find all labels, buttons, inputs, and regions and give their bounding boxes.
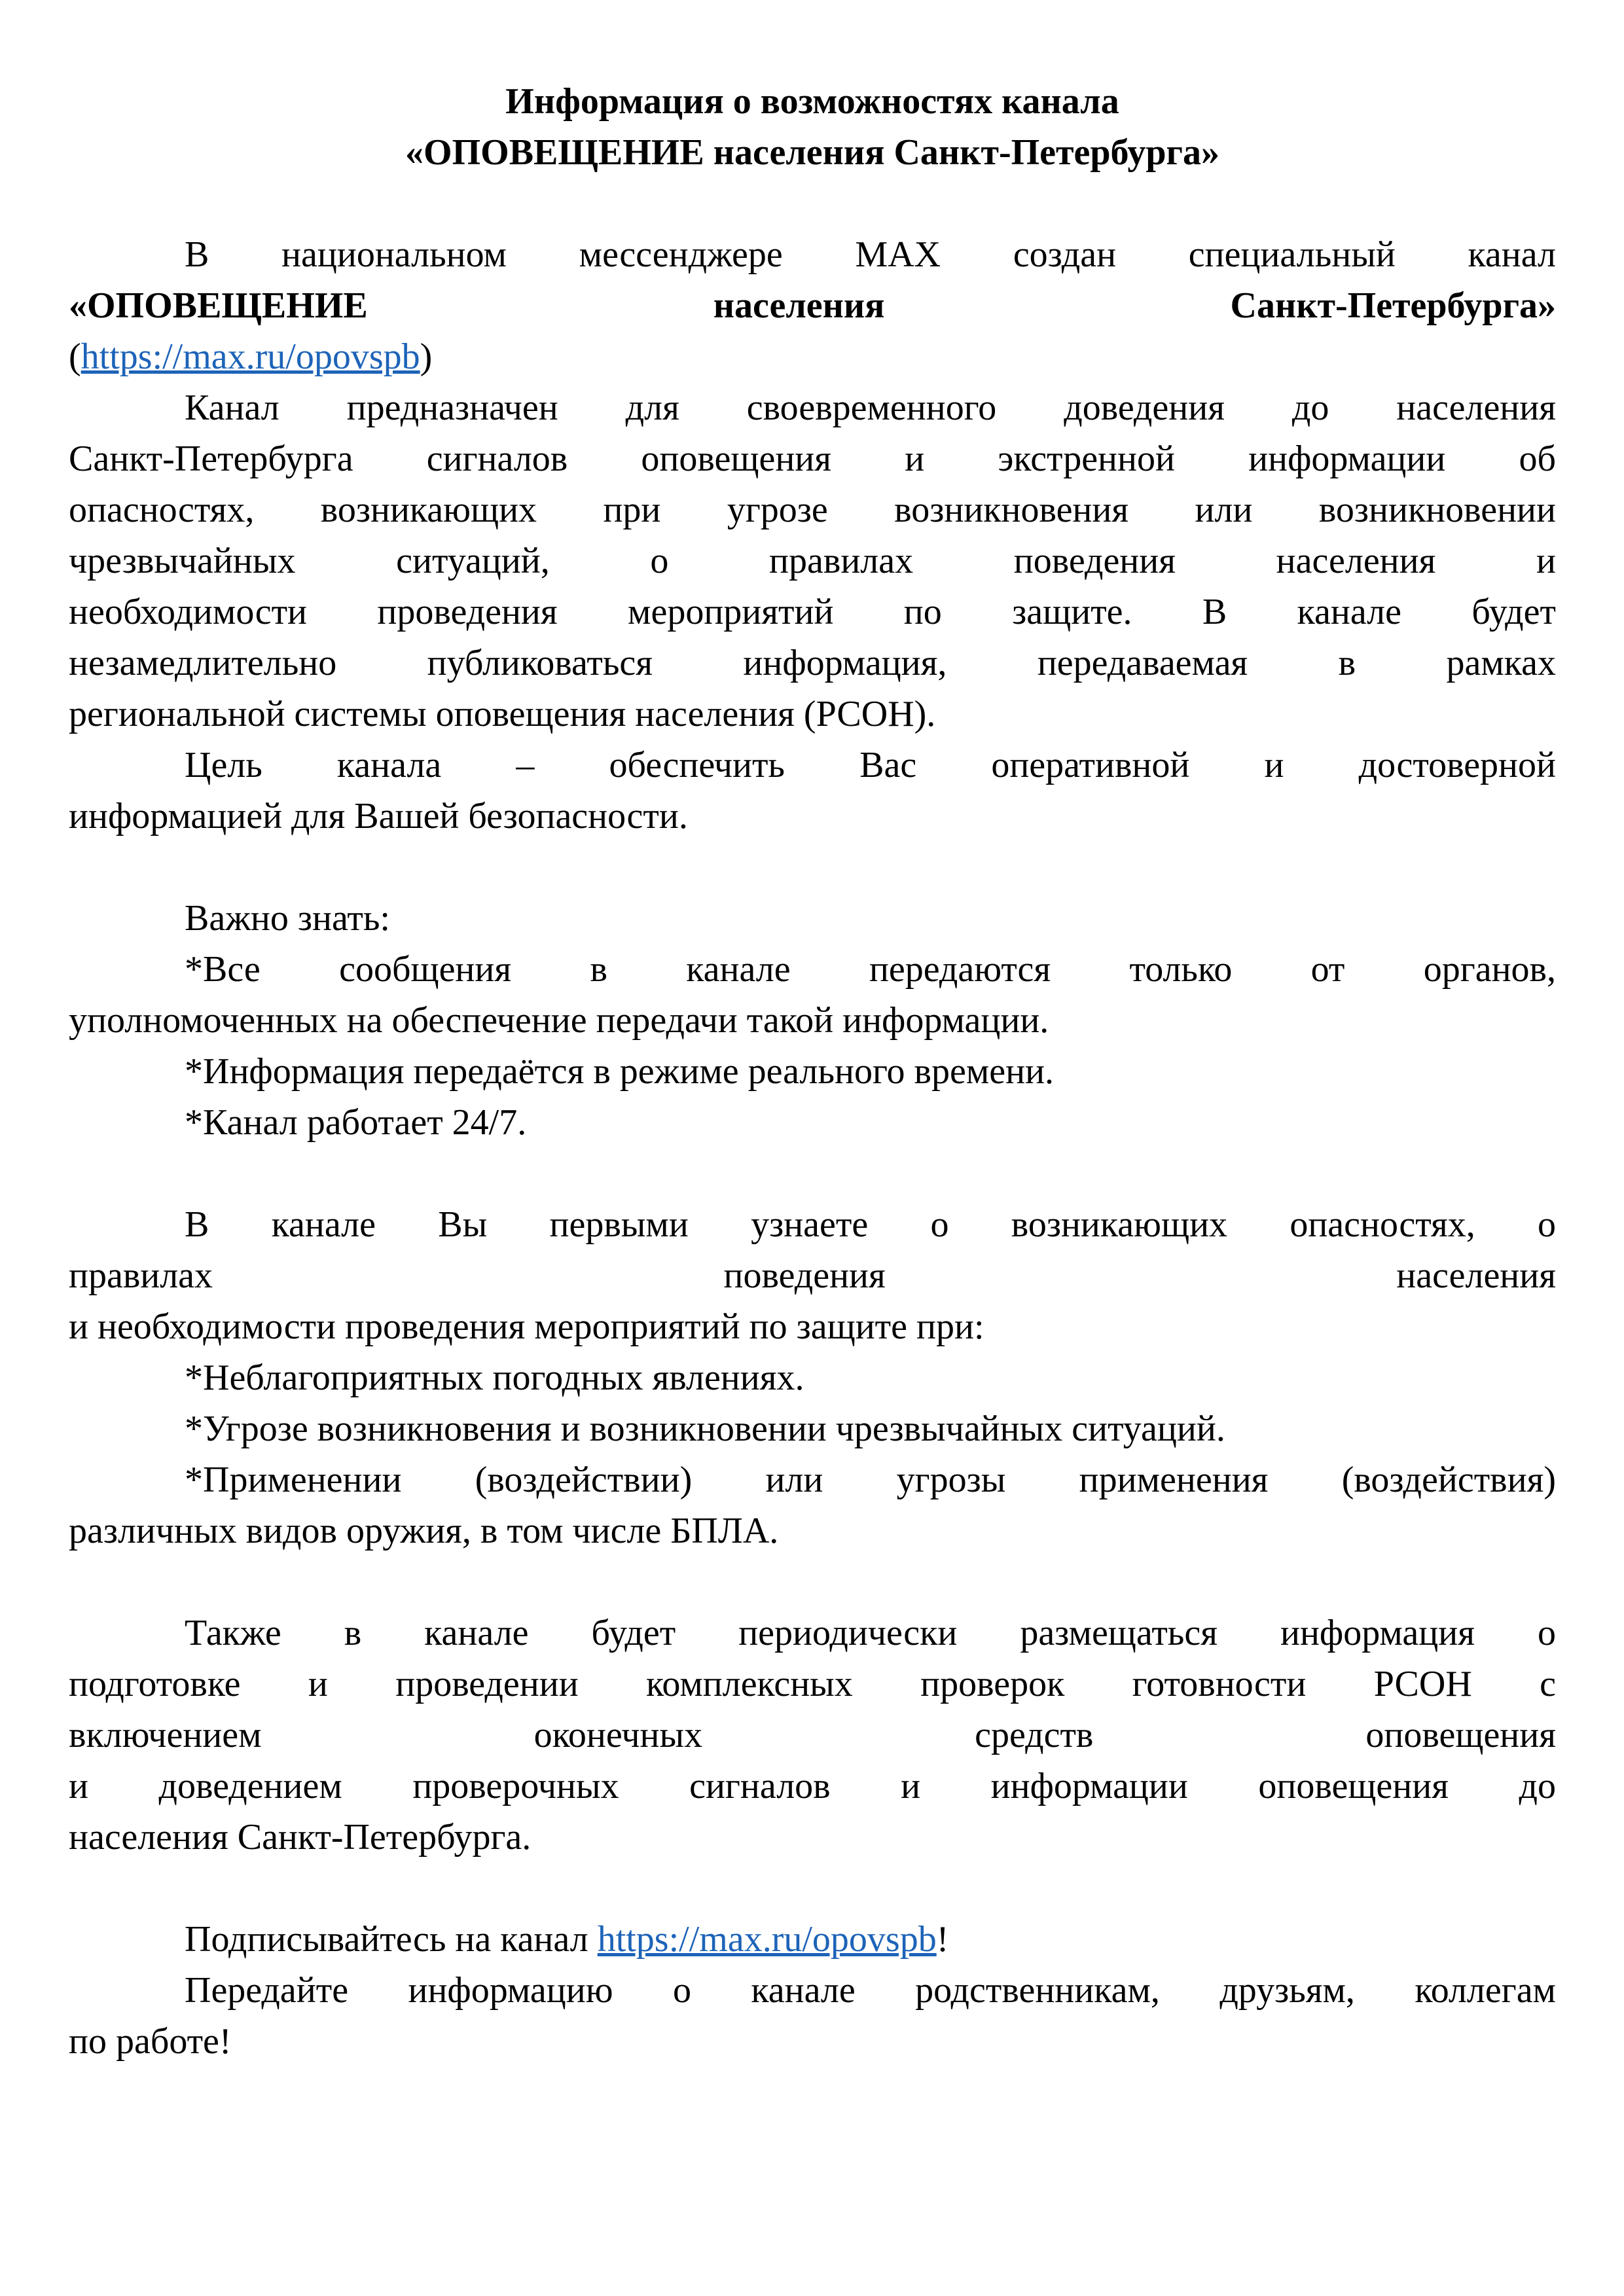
text-run: Подписывайтесь на канал (185, 1919, 598, 1960)
title-line: «ОПОВЕЩЕНИЕ населения Санкт-Петербурга» (405, 132, 1219, 173)
text-run: и необходимости проведения мероприятий по защите при: (69, 1306, 984, 1347)
text-run: *Все сообщения в канале передаются только от органов, (185, 949, 1556, 990)
text-line (69, 1352, 1556, 1403)
text-line (69, 229, 1556, 280)
text-line (69, 2016, 1556, 2067)
blank-line (69, 1863, 1556, 1914)
paragraph (69, 1046, 1556, 1097)
text-line (69, 1761, 1556, 1812)
text-line (69, 1301, 1556, 1352)
text-line (69, 1659, 1556, 1710)
paragraph (69, 1607, 1556, 1863)
paragraph (69, 382, 1556, 740)
text-run: *Канал работает 24/7. (185, 1102, 527, 1143)
paragraph (69, 1914, 1556, 1965)
text-line (69, 1403, 1556, 1454)
text-run: *Неблагоприятных погодных явлениях. (185, 1357, 804, 1398)
text-run: ( (69, 336, 81, 377)
text-run: *Угрозе возникновения и возникновении чрезвычайных ситуаций. (185, 1408, 1225, 1449)
text-line (69, 382, 1556, 433)
text-line (69, 944, 1556, 995)
text-line (69, 280, 1556, 331)
text-line (69, 484, 1556, 535)
blank-line (69, 1148, 1556, 1199)
text-run: информацией для Вашей безопасности. (69, 796, 688, 836)
text-line (69, 1250, 1556, 1301)
paragraph (69, 1097, 1556, 1148)
text-run: незамедлительно публиковаться информация, передаваемая в рамках (69, 643, 1556, 683)
text-line (69, 331, 1556, 382)
paragraph (69, 740, 1556, 842)
text-run: по работе! (69, 2021, 232, 2062)
paragraph (69, 1352, 1556, 1403)
text-run: необходимости проведения мероприятий по защите. В канале будет (69, 592, 1556, 632)
text-line (69, 791, 1556, 842)
channel-link[interactable]: https://max.ru/opovspb (81, 336, 420, 377)
paragraph (69, 1403, 1556, 1454)
paragraph (69, 1199, 1556, 1352)
blank-line (69, 178, 1556, 229)
text-run: подготовке и проведении комплексных проверок готовности РСОН с (69, 1664, 1556, 1704)
text-run: Цель канала – обеспечить Вас оперативной и достоверной (185, 745, 1556, 785)
title-line: Информация о возможностях канала (505, 81, 1119, 122)
document-body (69, 178, 1556, 2067)
paragraph (69, 229, 1556, 382)
text-run: В национальном мессенджере MAX создан специальный канал (185, 234, 1556, 275)
channel-link[interactable]: https://max.ru/opovspb (597, 1919, 937, 1960)
text-run: Канал предназначен для своевременного доведения до населения (185, 387, 1556, 428)
text-line (69, 1505, 1556, 1556)
text-run: населения Санкт-Петербурга. (69, 1817, 532, 1857)
text-run: уполномоченных на обеспечение передачи такой информации. (69, 1000, 1049, 1041)
paragraph (69, 1454, 1556, 1556)
text-run: чрезвычайных ситуаций, о правилах поведения населения и (69, 541, 1556, 581)
text-line (69, 586, 1556, 637)
text-run: «ОПОВЕЩЕНИЕ населения Санкт-Петербурга» (69, 285, 1556, 326)
text-run: опасностях, возникающих при угрозе возникновения или возникновении (69, 490, 1556, 530)
text-line (69, 740, 1556, 791)
text-run: Важно знать: (185, 898, 390, 939)
text-run: В канале Вы первыми узнаете о возникающих опасностях, о (185, 1204, 1556, 1245)
text-line (69, 689, 1556, 740)
text-line (69, 1812, 1556, 1863)
text-line (69, 535, 1556, 586)
text-line (69, 433, 1556, 484)
text-line (69, 1199, 1556, 1250)
text-line (69, 1454, 1556, 1505)
text-line (69, 1097, 1556, 1148)
text-run: *Применении (воздействии) или угрозы применения (воздействия) (185, 1460, 1556, 1500)
blank-line (69, 1556, 1556, 1607)
text-line (69, 637, 1556, 689)
paragraph (69, 1965, 1556, 2067)
text-run: и доведением проверочных сигналов и информации оповещения до (69, 1766, 1556, 1806)
text-run: Также в канале будет периодически размещаться информация о (185, 1613, 1556, 1653)
blank-line (69, 842, 1556, 893)
document-title (69, 76, 1556, 178)
text-run: правилах поведения населения (69, 1255, 1556, 1296)
text-run: региональной системы оповещения населения (РСОН). (69, 694, 936, 734)
text-line (69, 893, 1556, 944)
text-run: Передайте информацию о канале родственникам, друзьям, коллегам (185, 1970, 1556, 2011)
text-run: включением оконечных средств оповещения (69, 1715, 1556, 1755)
text-line (69, 1607, 1556, 1659)
text-line (69, 995, 1556, 1046)
paragraph (69, 893, 1556, 944)
text-run: *Информация передаётся в режиме реального времени. (185, 1051, 1055, 1092)
text-line (69, 1914, 1556, 1965)
text-run: ! (936, 1919, 949, 1960)
text-line (69, 1965, 1556, 2016)
text-line (69, 1046, 1556, 1097)
text-line (69, 1710, 1556, 1761)
text-run: Санкт-Петербурга сигналов оповещения и экстренной информации об (69, 439, 1556, 479)
paragraph (69, 944, 1556, 1046)
text-run: различных видов оружия, в том числе БПЛА. (69, 1511, 779, 1551)
text-run: ) (420, 336, 433, 377)
